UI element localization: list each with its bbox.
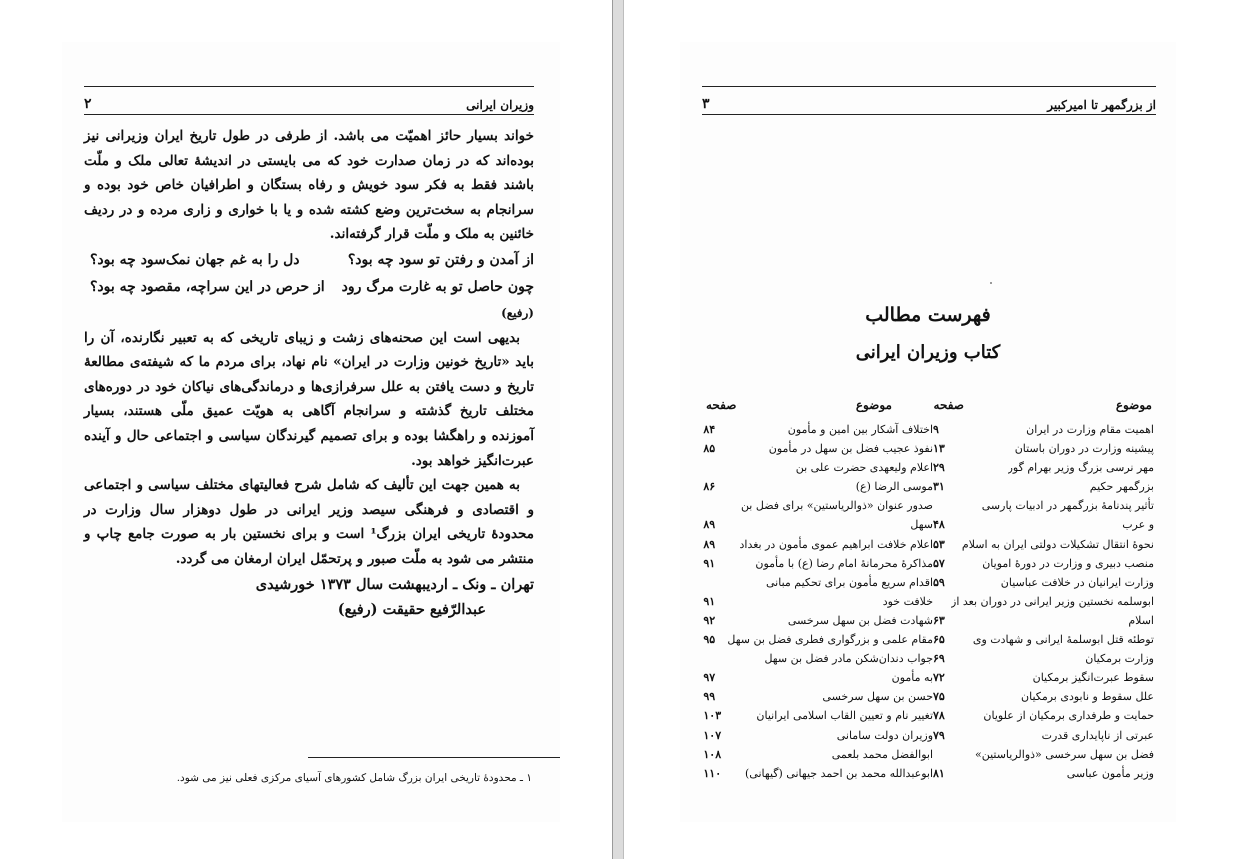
toc-entry — [933, 726, 1154, 745]
col-header-page: صفحه — [706, 398, 737, 412]
toc-column-right — [933, 420, 1154, 783]
verse-credit: (رفیع) — [501, 305, 534, 320]
toc-entry-page: ۹۷ — [703, 671, 716, 685]
toc-entry-title: اهمیت مقام وزارت در ایران — [1026, 423, 1154, 436]
toc-entry-page: ۶۳ — [933, 613, 945, 627]
toc-entry — [933, 535, 1154, 554]
toc-entry-page: ۶۵ — [933, 633, 945, 647]
toc-columns — [704, 420, 1154, 783]
toc-entry — [703, 515, 933, 534]
toc-entry-page: ۸۹ — [703, 518, 716, 532]
toc-entry-title: بزرگمهر حکیم — [1089, 480, 1154, 494]
toc-entry — [933, 630, 1154, 649]
toc-entry-page: ۸۴ — [703, 423, 716, 436]
toc-entry-title: حسن بن سهل سرخسی — [822, 690, 934, 704]
page-number: ۳ — [702, 96, 710, 112]
body-text — [84, 124, 534, 622]
toc-entry — [933, 496, 1154, 515]
toc-entry-page: ۸۱ — [933, 766, 945, 780]
toc-entry-page: ۹۹ — [703, 690, 716, 704]
toc-entry — [933, 649, 1154, 668]
toc-entry-page: ۳۱ — [933, 480, 945, 494]
toc-entry-page — [703, 496, 727, 515]
toc-entry — [703, 573, 933, 592]
right-page — [680, 42, 1176, 822]
running-header — [84, 90, 534, 115]
toc-entry-page — [703, 649, 727, 668]
toc-entry — [703, 592, 933, 611]
toc-entry-page: ۸۶ — [703, 480, 716, 494]
hemistich: چون حاصل تو به غارت مرگ رود — [341, 278, 534, 295]
toc-entry-page: ۹۲ — [703, 613, 716, 627]
toc-entry-page: ۶۹ — [933, 652, 945, 666]
header-title: از بزرگمهر تا امیرکبیر — [1047, 98, 1156, 112]
toc-entry — [703, 726, 933, 745]
toc-entry-page — [933, 745, 951, 764]
author-signature: عبدالرّفیع حقیقت (رفیع) — [337, 600, 486, 618]
toc-entry — [933, 439, 1154, 458]
hemistich: دل را به غم جهان نمک‌سود چه بود؟ — [90, 251, 300, 268]
toc-entry-title: ابوعبدالله محمد بن احمد جیهانی (گیهانی) — [745, 766, 934, 780]
toc-entry-title: شهادت فضل بن سهل سرخسی — [787, 613, 934, 627]
toc-entry-title: به مأمون — [891, 671, 934, 685]
toc-entry — [703, 630, 933, 649]
toc-entry-title: نحوهٔ انتقال تشکیلات دولتی ایران به اسلام — [961, 537, 1154, 551]
toc-entry-page — [703, 458, 727, 477]
paper-speck — [990, 282, 992, 284]
col-header-topic: موضوع — [855, 398, 892, 412]
toc-entry-title: موسی الرضا (ع) — [855, 480, 934, 494]
toc-entry — [933, 687, 1154, 706]
toc-entry-title: و عرب — [1122, 518, 1154, 532]
toc-entry — [703, 477, 933, 496]
toc-entry-page: ۹۱ — [703, 594, 716, 608]
toc-entry-title: سقوط عبرت‌انگیز برمکیان — [1032, 671, 1154, 685]
toc-entry — [933, 420, 1154, 439]
toc-entry-title: مقام علمی و بزرگواری فطری فضل بن سهل — [727, 633, 934, 647]
hemistich: از آمدن و رفتن تو سود چه بود؟ — [347, 251, 534, 268]
toc-entry — [703, 420, 933, 439]
toc-entry-title: منصب دبیری و وزارت در دورهٔ امویان — [982, 556, 1154, 570]
toc-entry-page: ۲۹ — [933, 461, 945, 475]
toc-entry-title: وزیر مأمون عباسی — [1066, 766, 1154, 780]
hemistich: از حرص در این سراچه، مقصود چه بود؟ — [90, 278, 325, 295]
header-title: وزیران ایرانی — [466, 98, 534, 112]
toc-entry-title: خلافت خود — [882, 594, 934, 608]
toc-entry-page: ۵۹ — [933, 575, 945, 589]
toc-entry — [933, 554, 1154, 573]
toc-entry-page: ۵۳ — [933, 537, 945, 551]
toc-entry — [703, 687, 933, 706]
toc-column-left — [703, 420, 933, 783]
toc-entry — [703, 439, 933, 458]
verse-line — [84, 247, 534, 274]
toc-entry — [703, 668, 933, 687]
paragraph: خواند بسیار حائز اهمیّت می باشد. از طرفی در طول تاریخ ایران وزیرانی نیز بوده‌اند که در زمان صدارت خود که می بایستی در اندیشهٔ تعالی ملک و ملّت باشند فقط به فکر سود خویش و رفاه بستگان و اطرافیان خاص خود بوده‌ و سرانجام به سخت‌ترین وضع کشته شده و یا با خواری و زاری مرده و در ردیف خائنین به ملک و ملّت قرار گرفته‌اند. — [84, 128, 534, 243]
toc-entry-title: اختلاف آشکار بین امین و مأمون — [787, 423, 934, 436]
toc-entry — [933, 515, 1154, 534]
toc-entry-title: تغییر نام و تعیین القاب اسلامی ایرانیان — [756, 709, 934, 723]
footnote: ۱ ـ محدودهٔ تاریخی ایران بزرگ شامل کشورهای آسیای مرکزی فعلی نیز می شود. — [176, 772, 532, 784]
toc-entry — [703, 611, 933, 630]
toc-title: فهرست مطالب — [865, 304, 991, 326]
toc-entry-title: علل سقوط و نابودی برمکیان — [1021, 690, 1154, 704]
toc-entry — [703, 764, 933, 783]
toc-entry-title: تأثیر پندنامهٔ بزرگمهر در ادبیات پارسی — [981, 499, 1154, 513]
header-rule — [84, 86, 534, 87]
verse-line — [84, 274, 534, 301]
toc-entry-page — [933, 496, 951, 515]
toc-entry — [933, 592, 1154, 611]
toc-entry — [933, 706, 1154, 725]
toc-entry — [703, 745, 933, 764]
toc-entry-page: ۱۳ — [933, 442, 945, 456]
toc-entry — [703, 554, 933, 573]
toc-entry-page — [703, 573, 727, 592]
toc-entry-title: عبرتی از ناپایداری قدرت — [1041, 728, 1154, 742]
toc-entry-page: ۸۹ — [703, 537, 716, 551]
toc-entry-page: ۴۸ — [933, 518, 945, 532]
toc-entry — [703, 458, 933, 477]
toc-entry — [703, 649, 933, 668]
footnote-rule — [308, 757, 560, 758]
toc-entry-title: حمایت و طرفداری برمکیان از علویان — [983, 709, 1154, 723]
toc-entry — [703, 535, 933, 554]
toc-entry-title: سهل — [910, 518, 934, 532]
toc-entry-title: وزارت ایرانیان در خلافت عباسیان — [1000, 575, 1154, 589]
toc-entry-title: صدور عنوان «ذوالریاستین» برای فضل بن — [740, 499, 934, 513]
toc-entry-page: ۹ — [933, 423, 939, 436]
toc-entry-page: ۹۵ — [703, 633, 716, 647]
toc-entry-title: مهر نرسی بزرگ وزیر بهرام گور — [1007, 461, 1154, 475]
toc-entry-title: وزیران دولت سامانی — [836, 728, 934, 742]
toc-entry — [933, 764, 1154, 783]
toc-entry-page: ۷۲ — [933, 671, 945, 685]
toc-entry-title: توطئه قتل ابوسلمهٔ ایرانی و شهادت وی — [972, 633, 1154, 647]
toc-entry — [933, 477, 1154, 496]
toc-entry-title: ابوسلمه نخستین وزیر ایرانی در دوران بعد از — [951, 594, 1154, 608]
col-header-page: صفحه — [933, 398, 964, 412]
toc-entry — [703, 496, 933, 515]
toc-entry — [933, 573, 1154, 592]
toc-entry-page: ۱۰۷ — [703, 728, 722, 742]
toc-entry-title: ابوالفضل محمد بلعمی — [831, 747, 934, 761]
toc-entry-page: ۷۵ — [933, 690, 945, 704]
page-number: ۲ — [84, 96, 92, 112]
signature-line: تهران ـ ونک ـ اردیبهشت سال ۱۳۷۳ خورشیدی — [255, 575, 534, 593]
toc-entry-page: ۵۷ — [933, 556, 945, 570]
toc-entry-title: فضل بن سهل سرخسی «ذوالریاستین» — [974, 747, 1154, 761]
running-header — [702, 90, 1156, 115]
toc-entry-title: اقدام سریع مأمون برای تحکیم مبانی — [766, 575, 934, 589]
toc-entry-page: ۹۱ — [703, 556, 716, 570]
col-header-topic: موضوع — [1115, 398, 1152, 412]
toc-entry-page: ۸۵ — [703, 442, 716, 456]
toc-entry — [933, 745, 1154, 764]
toc-entry-page — [933, 592, 951, 611]
toc-entry-title: وزارت برمکیان — [1085, 652, 1154, 666]
paragraph: به همین جهت این تألیف که شامل شرح فعالیتهای مختلف سیاسی و اجتماعی و اقتصادی و فرهنگی سیصد وزیر ایرانی در طول دوهزار سال وزارت در محدودهٔ تاریخی ایران بزرگ¹ است و برای نخستین بار به صورت جامع چاپ و منتشر می شود به ملّت صبور و پرتحمّل ایران ارمغان می گردد. — [84, 477, 534, 567]
toc-entry-page: ۷۹ — [933, 728, 945, 742]
toc-entry-title: اسلام — [1128, 613, 1154, 627]
toc-entry — [933, 611, 1154, 630]
toc-entry-title: اعلام ولیعهدی حضرت علی بن — [795, 461, 934, 475]
paragraph: بدیهی است این صحنه‌های زشت و زیبای تاریخی که به تعبیر نگارنده، آن را باید «تاریخ خونین وزارت در ایران» نام نهاد، برای مردم ما که شیفته‌ی مطالعهٔ تاریخ و دست یافتن به علل سرفرازی‌ها و درماندگی‌های نیاکان خود در دوره‌های مختلف تاریخ گذشته و سرانجام آگاهی به هویّت عمیق ملّی هستند، بسیار آموزنده و راهگشا بوده و برای تصمیم گیرندگان سیاسی و اجتماعی حال و آینده عبرت‌انگیز خواهد بود. — [84, 329, 534, 469]
toc-entry-page: ۱۰۳ — [703, 709, 722, 723]
toc-subtitle: کتاب وزیران ایرانی — [855, 342, 1001, 363]
header-rule — [702, 86, 1156, 87]
toc-entry-title: جواب دندان‌شکن مادر فضل بن سهل — [764, 652, 934, 666]
toc-entry — [703, 706, 933, 725]
toc-entry — [933, 458, 1154, 477]
toc-entry-page: ۱۱۰ — [703, 766, 722, 780]
toc-entry-page: ۷۸ — [933, 709, 945, 723]
toc-entry-title: مذاکرهٔ محرمانهٔ امام رضا (ع) با مأمون — [755, 556, 934, 570]
toc-entry-title: نفوذ عجیب فضل بن سهل در مأمون — [768, 442, 934, 456]
toc-entry-title: اعلام خلافت ابراهیم عموی مأمون در بغداد — [739, 537, 934, 551]
toc-entry — [933, 668, 1154, 687]
toc-entry-title: پیشینه وزارت در دوران باستان — [1014, 442, 1154, 456]
toc-entry-page: ۱۰۸ — [703, 747, 722, 761]
left-page — [62, 42, 560, 822]
book-gutter — [612, 0, 624, 859]
